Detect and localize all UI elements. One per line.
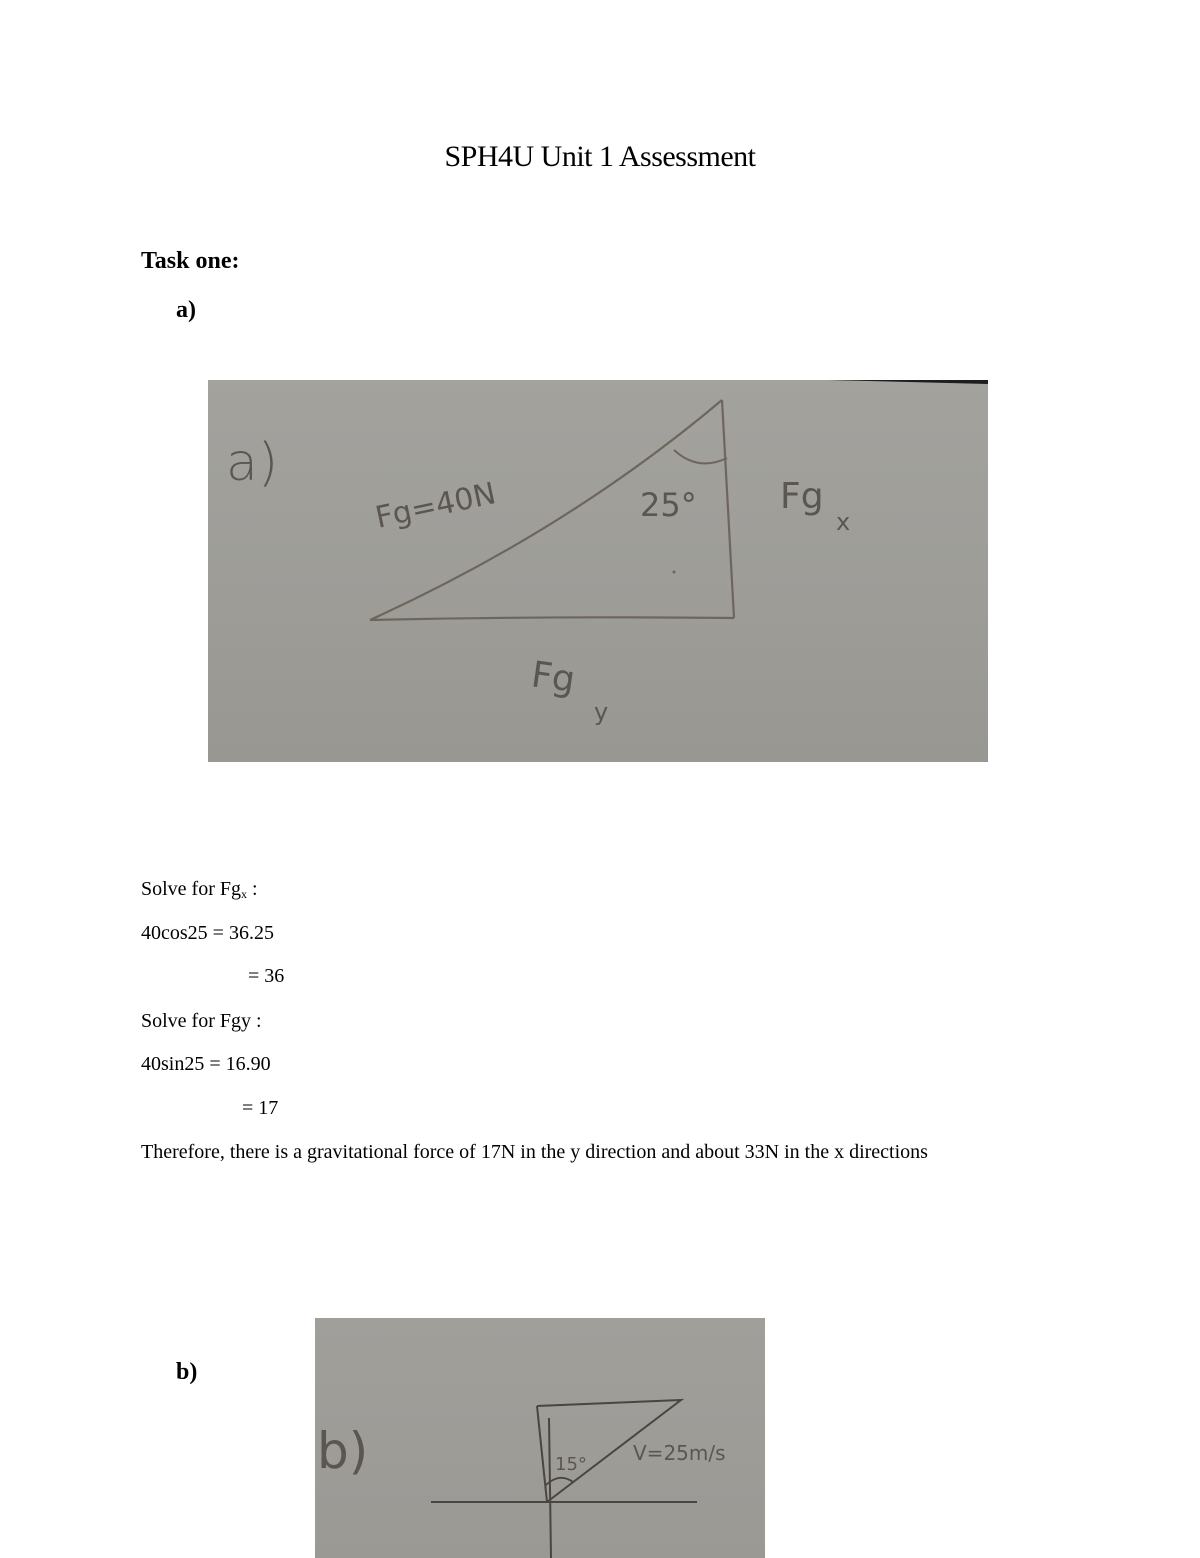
part-b-label: b) [176,1359,198,1385]
conclusion-text: Therefore, there is a gravitational force of 17N in the y direction and about 33N in the x directions [141,1141,928,1163]
vertical-line [722,400,734,618]
fgy-label-sub: y [594,698,609,726]
equation-sin: 40sin25 = 16.90 [141,1053,271,1075]
task-heading: Task one: [141,248,240,274]
equation-sin-rounded: = 17 [242,1097,279,1119]
part-a-label: a) [176,297,196,323]
part-a-sketch [208,380,988,762]
triangle-vertical [537,1406,547,1502]
y-axis-line [549,1418,551,1558]
solve-fgx-suffix: : [247,878,258,900]
sketch-part-b-mark: b) [317,1422,369,1480]
solve-fgx-prefix: Solve for Fg [141,878,241,900]
sketch-part-a-mark: a) [226,433,279,493]
solve-fgy-line: Solve for Fgy : [141,1010,262,1032]
fgy-label-main: Fg [528,654,578,701]
fgx-label-sub: x [836,508,851,536]
part-b-photo [315,1318,765,1558]
equation-cos: 40cos25 = 36.25 [141,922,274,944]
part-a-photo [208,380,988,762]
photo-edge [828,380,988,384]
pencil-dot [673,571,676,574]
angle-label-b: 15° [555,1454,587,1475]
part-b-sketch [315,1318,765,1558]
solve-fgx-line [141,878,258,902]
equation-cos-rounded: = 36 [248,965,285,987]
fgx-label-main: Fg [780,476,824,517]
angle-label: 25° [640,486,697,524]
velocity-label: V=25m/s [633,1441,726,1465]
solve-fgx-subscript: x [241,887,247,901]
page-title: SPH4U Unit 1 Assessment [444,140,756,173]
bottom-line [370,617,734,620]
angle-arc [674,450,727,463]
hypotenuse-label: Fg=40N [372,476,500,536]
